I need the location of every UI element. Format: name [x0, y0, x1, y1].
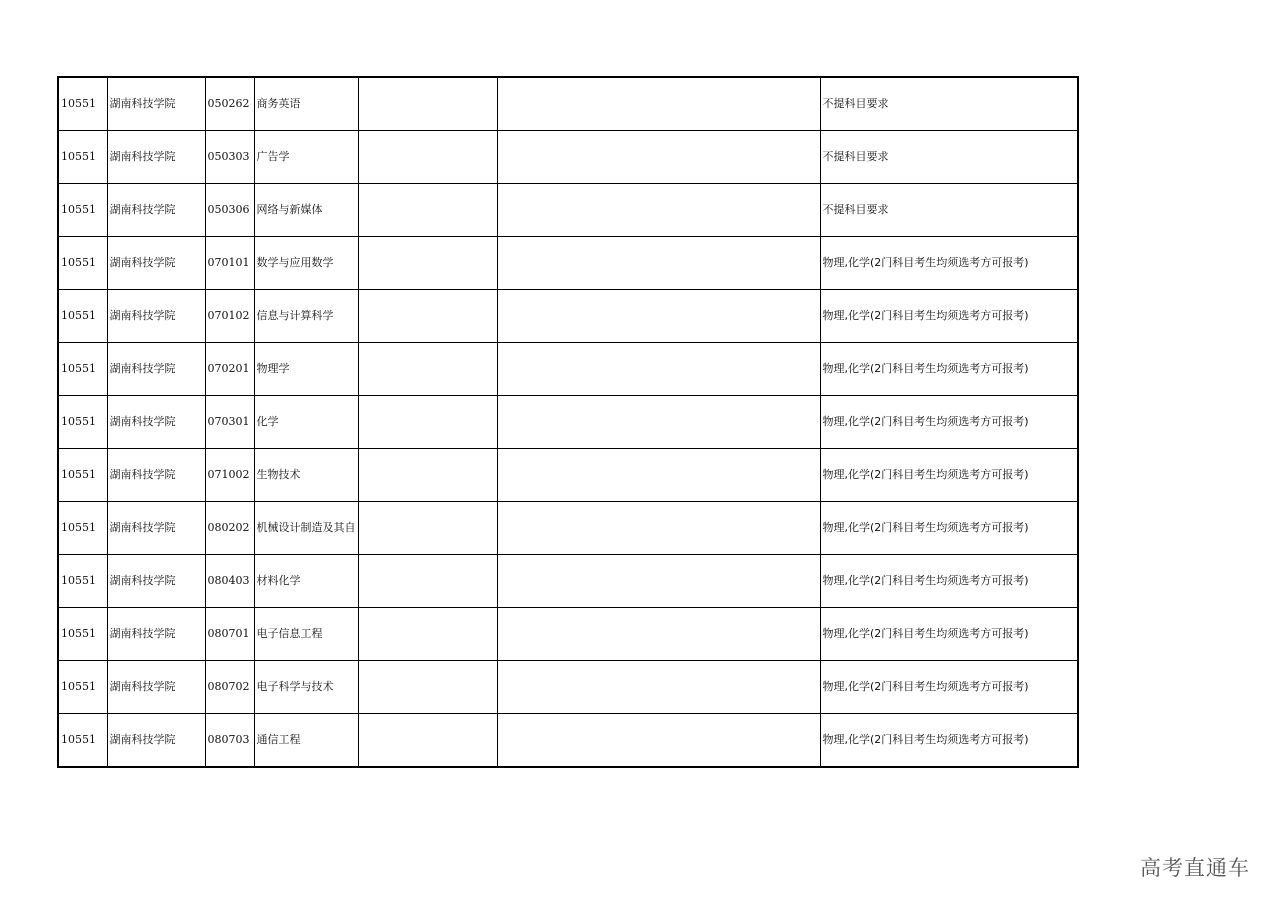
empty-cell	[358, 237, 497, 290]
subject-requirement-cell: 不提科目要求	[820, 77, 1078, 131]
school-code-cell: 10551	[58, 661, 107, 714]
empty-cell	[358, 502, 497, 555]
empty-cell	[358, 661, 497, 714]
table-row	[58, 131, 1078, 184]
school-code-cell: 10551	[58, 396, 107, 449]
subject-requirement-cell: 物理,化学(2门科目考生均须选考方可报考)	[820, 608, 1078, 661]
major-name-cell: 生物技术	[254, 449, 358, 502]
empty-cell	[358, 608, 497, 661]
major-name-cell: 机械设计制造及其自	[254, 502, 358, 555]
school-name-cell: 湖南科技学院	[107, 449, 205, 502]
major-name-cell: 化学	[254, 396, 358, 449]
school-code-cell: 10551	[58, 343, 107, 396]
empty-cell	[497, 449, 820, 502]
major-name-cell: 网络与新媒体	[254, 184, 358, 237]
empty-cell	[497, 131, 820, 184]
empty-cell	[358, 555, 497, 608]
empty-cell	[497, 555, 820, 608]
school-name-cell: 湖南科技学院	[107, 661, 205, 714]
school-name-cell: 湖南科技学院	[107, 77, 205, 131]
school-code-cell: 10551	[58, 131, 107, 184]
empty-cell	[358, 131, 497, 184]
major-name-cell: 电子科学与技术	[254, 661, 358, 714]
major-name-cell: 数学与应用数学	[254, 237, 358, 290]
subject-requirement-cell: 物理,化学(2门科目考生均须选考方可报考)	[820, 661, 1078, 714]
table-row	[58, 343, 1078, 396]
major-code-cell: 070101	[205, 237, 254, 290]
empty-cell	[497, 661, 820, 714]
school-code-cell: 10551	[58, 449, 107, 502]
school-name-cell: 湖南科技学院	[107, 714, 205, 768]
subject-requirement-cell: 不提科目要求	[820, 131, 1078, 184]
table-body	[58, 77, 1078, 767]
subject-requirement-cell: 物理,化学(2门科目考生均须选考方可报考)	[820, 502, 1078, 555]
school-name-cell: 湖南科技学院	[107, 131, 205, 184]
table-row	[58, 396, 1078, 449]
major-name-cell: 物理学	[254, 343, 358, 396]
empty-cell	[497, 396, 820, 449]
major-code-cell: 080703	[205, 714, 254, 768]
table-row	[58, 77, 1078, 131]
school-name-cell: 湖南科技学院	[107, 608, 205, 661]
subject-requirement-cell: 物理,化学(2门科目考生均须选考方可报考)	[820, 290, 1078, 343]
empty-cell	[497, 184, 820, 237]
school-code-cell: 10551	[58, 502, 107, 555]
major-code-cell: 050262	[205, 77, 254, 131]
major-code-cell: 050306	[205, 184, 254, 237]
table-row	[58, 502, 1078, 555]
school-name-cell: 湖南科技学院	[107, 555, 205, 608]
subject-requirement-cell: 物理,化学(2门科目考生均须选考方可报考)	[820, 714, 1078, 768]
table-row	[58, 184, 1078, 237]
school-code-cell: 10551	[58, 77, 107, 131]
major-name-cell: 广告学	[254, 131, 358, 184]
school-code-cell: 10551	[58, 237, 107, 290]
school-code-cell: 10551	[58, 184, 107, 237]
major-name-cell: 电子信息工程	[254, 608, 358, 661]
major-code-cell: 080202	[205, 502, 254, 555]
subject-requirement-cell: 物理,化学(2门科目考生均须选考方可报考)	[820, 555, 1078, 608]
school-name-cell: 湖南科技学院	[107, 290, 205, 343]
major-name-cell: 信息与计算科学	[254, 290, 358, 343]
empty-cell	[497, 608, 820, 661]
major-code-cell: 080403	[205, 555, 254, 608]
empty-cell	[358, 184, 497, 237]
major-name-cell: 商务英语	[254, 77, 358, 131]
school-code-cell: 10551	[58, 608, 107, 661]
subject-requirement-cell: 不提科目要求	[820, 184, 1078, 237]
empty-cell	[358, 396, 497, 449]
subject-requirement-cell: 物理,化学(2门科目考生均须选考方可报考)	[820, 396, 1078, 449]
major-name-cell: 通信工程	[254, 714, 358, 768]
subject-requirement-cell: 物理,化学(2门科目考生均须选考方可报考)	[820, 449, 1078, 502]
table-row	[58, 290, 1078, 343]
empty-cell	[497, 77, 820, 131]
major-code-cell: 070201	[205, 343, 254, 396]
school-name-cell: 湖南科技学院	[107, 396, 205, 449]
school-name-cell: 湖南科技学院	[107, 237, 205, 290]
table-row	[58, 608, 1078, 661]
empty-cell	[358, 77, 497, 131]
table-row	[58, 555, 1078, 608]
school-code-cell: 10551	[58, 290, 107, 343]
major-code-cell: 080702	[205, 661, 254, 714]
school-code-cell: 10551	[58, 555, 107, 608]
empty-cell	[497, 237, 820, 290]
table-row	[58, 237, 1078, 290]
table-row	[58, 449, 1078, 502]
empty-cell	[497, 290, 820, 343]
empty-cell	[497, 714, 820, 768]
school-name-cell: 湖南科技学院	[107, 184, 205, 237]
major-code-cell: 070102	[205, 290, 254, 343]
school-code-cell: 10551	[58, 714, 107, 768]
empty-cell	[497, 343, 820, 396]
subject-requirement-cell: 物理,化学(2门科目考生均须选考方可报考)	[820, 237, 1078, 290]
table-row	[58, 661, 1078, 714]
empty-cell	[358, 343, 497, 396]
major-code-cell: 080701	[205, 608, 254, 661]
watermark-text: 高考直通车	[1140, 856, 1250, 880]
major-code-cell: 070301	[205, 396, 254, 449]
empty-cell	[358, 714, 497, 768]
school-name-cell: 湖南科技学院	[107, 343, 205, 396]
empty-cell	[497, 502, 820, 555]
empty-cell	[358, 290, 497, 343]
empty-cell	[358, 449, 497, 502]
majors-table	[57, 76, 1079, 768]
major-code-cell: 050303	[205, 131, 254, 184]
major-name-cell: 材料化学	[254, 555, 358, 608]
major-code-cell: 071002	[205, 449, 254, 502]
subject-requirement-cell: 物理,化学(2门科目考生均须选考方可报考)	[820, 343, 1078, 396]
table-row	[58, 714, 1078, 768]
school-name-cell: 湖南科技学院	[107, 502, 205, 555]
